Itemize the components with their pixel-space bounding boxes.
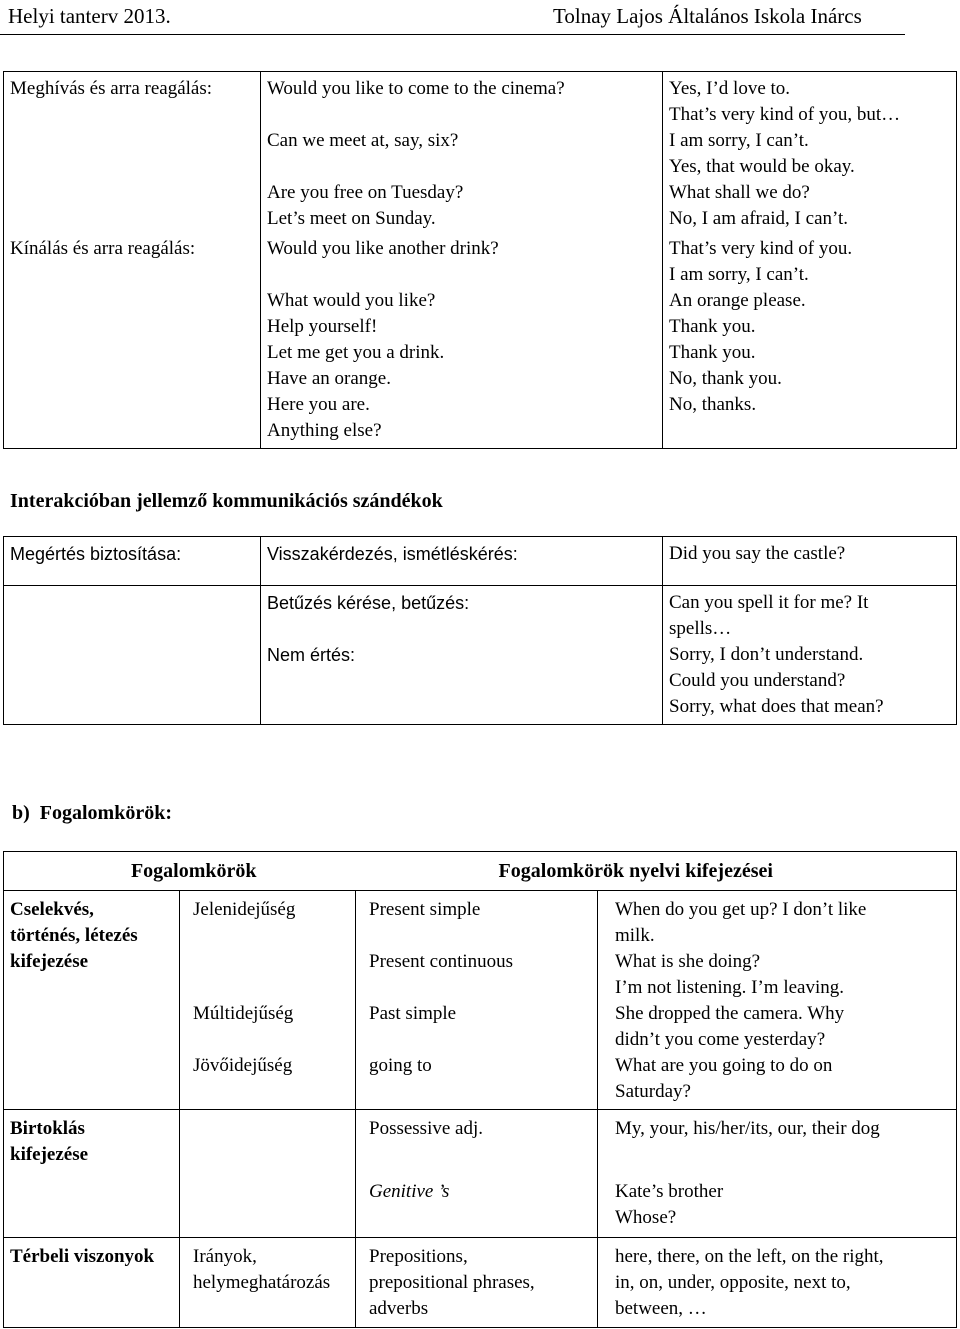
subcategory <box>193 975 349 1001</box>
table-row <box>4 72 957 237</box>
phrase: Are you free on Tuesday? <box>267 182 464 203</box>
grammar: Present continuous <box>369 951 514 972</box>
column-header: Fogalomkörök <box>130 859 257 882</box>
phrase <box>267 102 656 128</box>
response: No, thanks. <box>669 394 757 415</box>
phrase: Have an orange. <box>267 368 391 389</box>
phrase <box>267 616 656 642</box>
table-row <box>4 1238 957 1328</box>
category: kifejezése <box>10 1144 89 1165</box>
row-label: Megértés biztosítása: <box>10 544 182 564</box>
phrase: Visszakérdezés, ismétléskérés: <box>267 544 518 564</box>
table-header-row <box>4 852 957 891</box>
table-cell-category <box>4 891 180 1110</box>
grammar: adverbs <box>369 1298 429 1319</box>
phrase: Betűzés kérése, betűzés: <box>267 593 470 613</box>
grammar: Past simple <box>369 1003 457 1024</box>
response: spells… <box>669 618 732 639</box>
phrase: Would you like to come to the cinema? <box>267 78 565 99</box>
phrase <box>267 154 656 180</box>
subcategory <box>193 949 349 975</box>
table-cell-grammar <box>356 1110 598 1238</box>
example: What is she doing? <box>615 951 761 972</box>
phrase <box>267 262 656 288</box>
grammar: Genitive ’s <box>369 1181 450 1202</box>
example: What are you going to do on <box>615 1055 833 1076</box>
response: No, thank you. <box>669 368 782 389</box>
example: Kate’s brother <box>615 1181 724 1202</box>
response: What shall we do? <box>669 182 810 203</box>
header-left: Helyi tanterv 2013. <box>8 4 171 28</box>
category: Cselekvés, <box>10 899 94 920</box>
table-header-cell <box>4 852 356 891</box>
response: Yes, that would be okay. <box>669 156 855 177</box>
table-row <box>4 891 957 1110</box>
table-cell-category <box>4 1110 180 1238</box>
row-label: Kínálás és arra reagálás: <box>10 238 196 259</box>
table-cell-phrases <box>261 236 663 449</box>
table-row <box>4 236 957 449</box>
grammar: going to <box>369 1055 432 1076</box>
table-cell-phrases <box>261 586 663 725</box>
table-row <box>4 537 957 586</box>
response: Did you say the castle? <box>669 543 846 564</box>
response: That’s very kind of you. <box>669 238 853 259</box>
table-cell-examples <box>598 1110 957 1238</box>
response: Yes, I’d love to. <box>669 78 791 99</box>
table-cell-examples <box>598 891 957 1110</box>
phrase: Anything else? <box>267 420 382 441</box>
phrase: What would you like? <box>267 290 436 311</box>
column-header: Fogalomkörök nyelvi kifejezései <box>498 859 773 882</box>
grammar: Prepositions, <box>369 1246 468 1267</box>
table-cell-label <box>4 537 261 586</box>
table-cell-subcategory <box>180 1110 356 1238</box>
phrase: Here you are. <box>267 394 370 415</box>
header-right: Tolnay Lajos Általános Iskola Inárcs <box>553 4 862 28</box>
example: When do you get up? I don’t like <box>615 899 867 920</box>
phrase: Help yourself! <box>267 316 378 337</box>
communication-table <box>3 71 957 449</box>
table-cell-responses <box>663 537 957 586</box>
table-cell-responses <box>663 586 957 725</box>
table-row <box>4 586 957 725</box>
subcategory: Múltidejűség <box>193 1003 294 1024</box>
table-cell-responses <box>663 236 957 449</box>
example: in, on, under, opposite, next to, <box>615 1272 851 1293</box>
phrase: Can we meet at, say, six? <box>267 130 459 151</box>
example: here, there, on the left, on the right, <box>615 1246 884 1267</box>
response: An orange please. <box>669 290 806 311</box>
response: Could you understand? <box>669 670 846 691</box>
phrase: Let’s meet on Sunday. <box>267 208 436 229</box>
table-cell-phrases <box>261 72 663 237</box>
example: didn’t you come yesterday? <box>615 1029 826 1050</box>
phrase: Nem értés: <box>267 645 356 665</box>
example: Whose? <box>615 1207 677 1228</box>
response: I am sorry, I can’t. <box>669 130 809 151</box>
table-cell-responses <box>663 72 957 237</box>
phrase: Would you like another drink? <box>267 238 499 259</box>
concept-table <box>3 851 957 1328</box>
grammar: prepositional phrases, <box>369 1272 535 1293</box>
grammar <box>369 1027 591 1053</box>
subcategory <box>193 1027 349 1053</box>
section-title: Interakcióban jellemző kommunikációs szándékok <box>10 490 443 512</box>
table-cell-grammar <box>356 891 598 1110</box>
response: No, I am afraid, I can’t. <box>669 208 849 229</box>
phrase: Let me get you a drink. <box>267 342 445 363</box>
grammar <box>369 975 591 1001</box>
table-row <box>4 1110 957 1238</box>
response: Thank you. <box>669 342 756 363</box>
subcategory: Jelenidejűség <box>193 899 296 920</box>
section-title: b) Fogalomkörök: <box>12 802 172 824</box>
table-cell-subcategory <box>180 1238 356 1328</box>
example: milk. <box>615 925 655 946</box>
example: I’m not listening. I’m leaving. <box>615 977 845 998</box>
grammar: Present simple <box>369 899 481 920</box>
table-cell-subcategory <box>180 891 356 1110</box>
category: Térbeli viszonyok <box>10 1246 155 1267</box>
response: I am sorry, I can’t. <box>669 264 809 285</box>
subcategory: Irányok, <box>193 1246 257 1267</box>
interaction-table <box>3 536 957 725</box>
example: My, your, his/her/its, our, their dog <box>615 1118 880 1139</box>
example: She dropped the camera. Why <box>615 1003 845 1024</box>
category: kifejezése <box>10 951 89 972</box>
subcategory: helymeghatározás <box>193 1272 331 1293</box>
category: Birtoklás <box>10 1118 85 1139</box>
example: between, … <box>615 1298 707 1319</box>
table-header-cell <box>356 852 957 891</box>
grammar <box>369 923 591 949</box>
spacer <box>369 1142 591 1168</box>
table-cell-phrases <box>261 537 663 586</box>
category: történés, létezés <box>10 925 138 946</box>
table-cell-label <box>4 72 261 237</box>
table-cell-category <box>4 1238 180 1328</box>
table-cell-examples <box>598 1238 957 1328</box>
response: Sorry, I don’t understand. <box>669 644 864 665</box>
spacer <box>615 1142 950 1168</box>
subcategory <box>193 923 349 949</box>
response: That’s very kind of you, but… <box>669 104 901 125</box>
grammar: Possessive adj. <box>369 1118 483 1139</box>
table-cell-label <box>4 586 261 725</box>
example: Saturday? <box>615 1081 691 1102</box>
response: Thank you. <box>669 316 756 337</box>
subcategory: Jövőidejűség <box>193 1055 293 1076</box>
table-cell-label <box>4 236 261 449</box>
table-cell-grammar <box>356 1238 598 1328</box>
header-rule <box>0 34 905 35</box>
response: Sorry, what does that mean? <box>669 696 884 717</box>
response: Can you spell it for me? It <box>669 592 869 613</box>
row-label: Meghívás és arra reagálás: <box>10 78 213 99</box>
